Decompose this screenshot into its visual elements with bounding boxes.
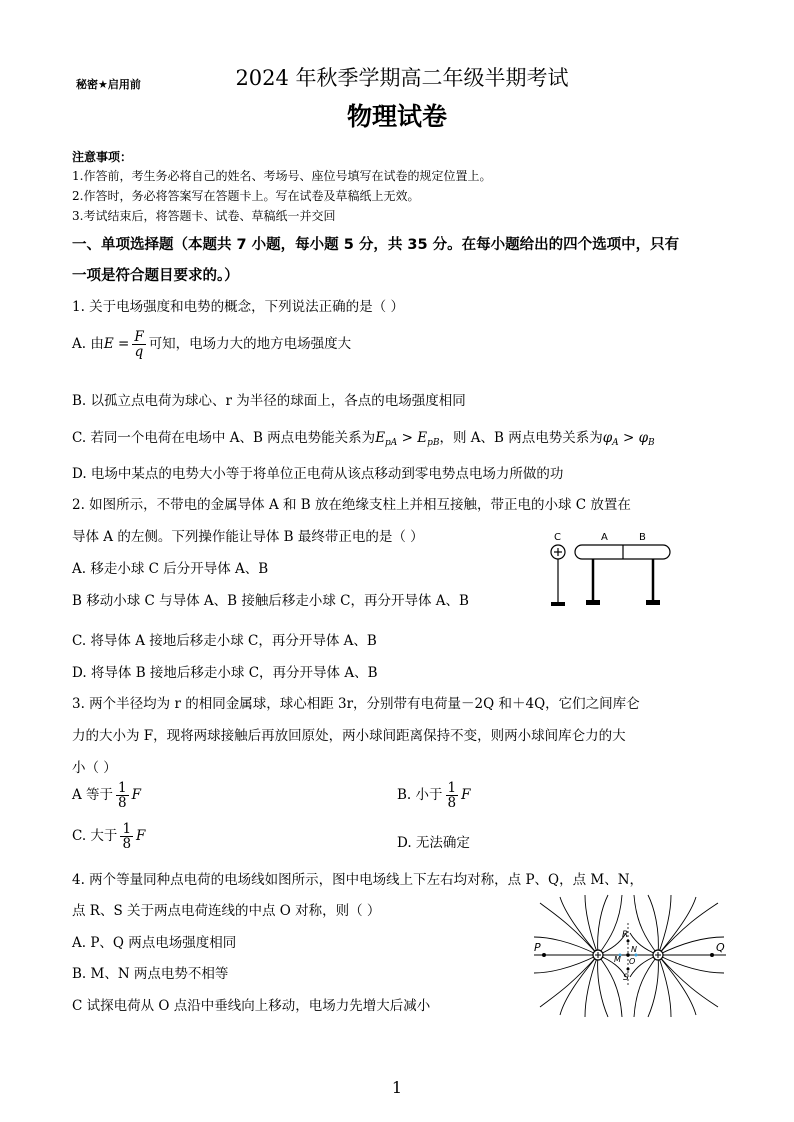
q1-option-c [72,426,655,448]
fraction-numerator: 1 [447,780,457,796]
label-r: R [622,930,629,940]
symbol: φ [602,430,613,446]
q3-b-prefix: B. 小于 [397,787,443,804]
section-heading-cont: 一项是符合题目要求的。） [72,268,239,284]
point-s [627,968,630,971]
q1-a-text: 可知，电场力大的地方电场强度大 [148,336,352,353]
q1-a-prefix: A. 由 [72,336,104,353]
label-o: O [629,957,636,966]
symbol: E [417,430,428,446]
q3-a-prefix: A 等于 [72,787,114,804]
note-item: 2.作答时，务必将答案写在答题卡上。写在试卷及草稿纸上无效。 [72,189,420,203]
fraction-denominator: 8 [118,795,127,812]
formula-lhs: E = [103,336,130,353]
label-n: N [631,945,637,954]
operator: > [618,430,639,446]
q3-c-prefix: C. 大于 [72,828,118,845]
symbol: E [375,430,386,446]
fraction-numerator: 1 [122,821,132,837]
stand-base [551,602,565,606]
point-q [710,953,714,957]
section-heading: 一、单项选择题（本题共 7 小题，每小题 5 分，共 35 分。在每小题给出的四个选项中，只有 [72,237,680,253]
label-q: Q [716,941,725,954]
q3-option-b [397,781,470,810]
force-symbol: F [136,828,146,845]
q2-option-c: C. 将导体 A 接地后移走小球 C，再分开导体 A、B [72,633,377,649]
stand-base [586,600,600,605]
label-p: P [534,941,541,954]
fraction [120,822,133,851]
q3-option-d: D. 无法确定 [397,835,470,851]
q1-stem: 1. 关于电场强度和电势的概念，下列说法正确的是（ ） [72,299,404,315]
force-symbol: F [131,787,142,804]
q3-stem-cont2: 小（ ） [72,760,117,776]
q4-option-c: C 试探电荷从 O 点沿中垂线向上移动，电场力先增大后减小 [72,998,431,1014]
q3-stem-cont: 力的大小为 F，现将两球接触后再放回原处，两小球间距离保持不变，则两小球间库仑力的大 [72,728,626,744]
subscript: B [648,438,655,448]
conductor-diagram [545,530,680,610]
field-lines [534,895,726,1017]
point-p [542,953,546,957]
q3-stem: 3. 两个半径均为 r 的相同金属球，球心相距 3r，分别带有电荷量－2Q 和＋4Q，它们之间库仑 [72,696,640,712]
q1-option-a [72,330,351,359]
q2-stem-cont: 导体 A 的左侧。下列操作能让导体 B 最终带正电的是（ ） [72,529,424,545]
q2-stem: 2. 如图所示，不带电的金属导体 A 和 B 放在绝缘支柱上并相互接触，带正电的小球 C 放置在 [72,497,631,513]
q2-option-d: D. 将导体 B 接地后移走小球 C，再分开导体 A、B [72,665,378,681]
confidential-mark: 秘密★启用前 [76,78,141,91]
symbol: φ [638,430,649,446]
q1-option-b: B. 以孤立点电荷为球心、r 为半径的球面上，各点的电场强度相同 [72,393,466,409]
q2-option-b: B 移动小球 C 与导体 A、B 接触后移走小球 C，再分开导体 A、B [72,593,469,609]
q4-stem-cont: 点 R、S 关于两点电荷连线的中点 O 对称，则（ ） [72,903,381,919]
q4-option-a: A. P、Q 两点电场强度相同 [72,935,237,951]
notes-heading: 注意事项： [72,150,133,164]
subscript: pB [427,438,440,448]
operator: > [397,430,418,446]
fraction [116,781,129,810]
q1-option-d: D. 电场中某点的电势大小等于将单位正电荷从该点移动到零电势点电场力所做的功 [72,466,564,482]
stand-base [646,600,660,605]
subscript: pA [385,438,398,448]
note-item: 1.作答前，考生务必将自己的姓名、考场号、座位号填写在试卷的规定位置上。 [72,169,492,183]
exam-title: 2024 年秋季学期高二年级半期考试 [235,66,569,90]
formula-fraction [132,330,145,359]
subscript: A [612,438,619,448]
fraction-denominator: 8 [122,836,132,853]
label-c: C [554,532,561,543]
q1-c-middle: ，则 A、B 两点电势关系为 [439,430,603,446]
force-symbol: F [461,787,471,804]
field-line-diagram [530,893,730,1023]
fraction-numerator: 1 [118,780,127,796]
exam-subtitle: 物理试卷 [346,102,447,131]
label-b: B [639,532,646,543]
q3-option-a [72,781,141,810]
fraction-denominator: 8 [447,795,457,812]
fraction-numerator: F [134,329,144,345]
note-item: 3.考试结束后，将答题卡、试卷、草稿纸一并交回 [72,209,336,223]
q4-option-b: B. M、N 两点电势不相等 [72,966,229,982]
fraction-denominator: q [134,344,144,361]
q3-option-c [72,822,145,851]
q1-c-prefix: C. 若同一个电荷在电场中 A、B 两点电势能关系为 [72,430,376,446]
label-a: A [601,532,608,543]
q2-option-a: A. 移走小球 C 后分开导体 A、B [72,561,269,577]
label-m: M [614,955,621,964]
fraction [446,781,459,810]
page-number: 1 [391,1078,403,1097]
q4-stem: 4. 两个等量同种点电荷的电场线如图所示，图中电场线上下左右均对称，点 P、Q，点 M、N， [72,872,644,888]
label-s: S [623,973,629,983]
